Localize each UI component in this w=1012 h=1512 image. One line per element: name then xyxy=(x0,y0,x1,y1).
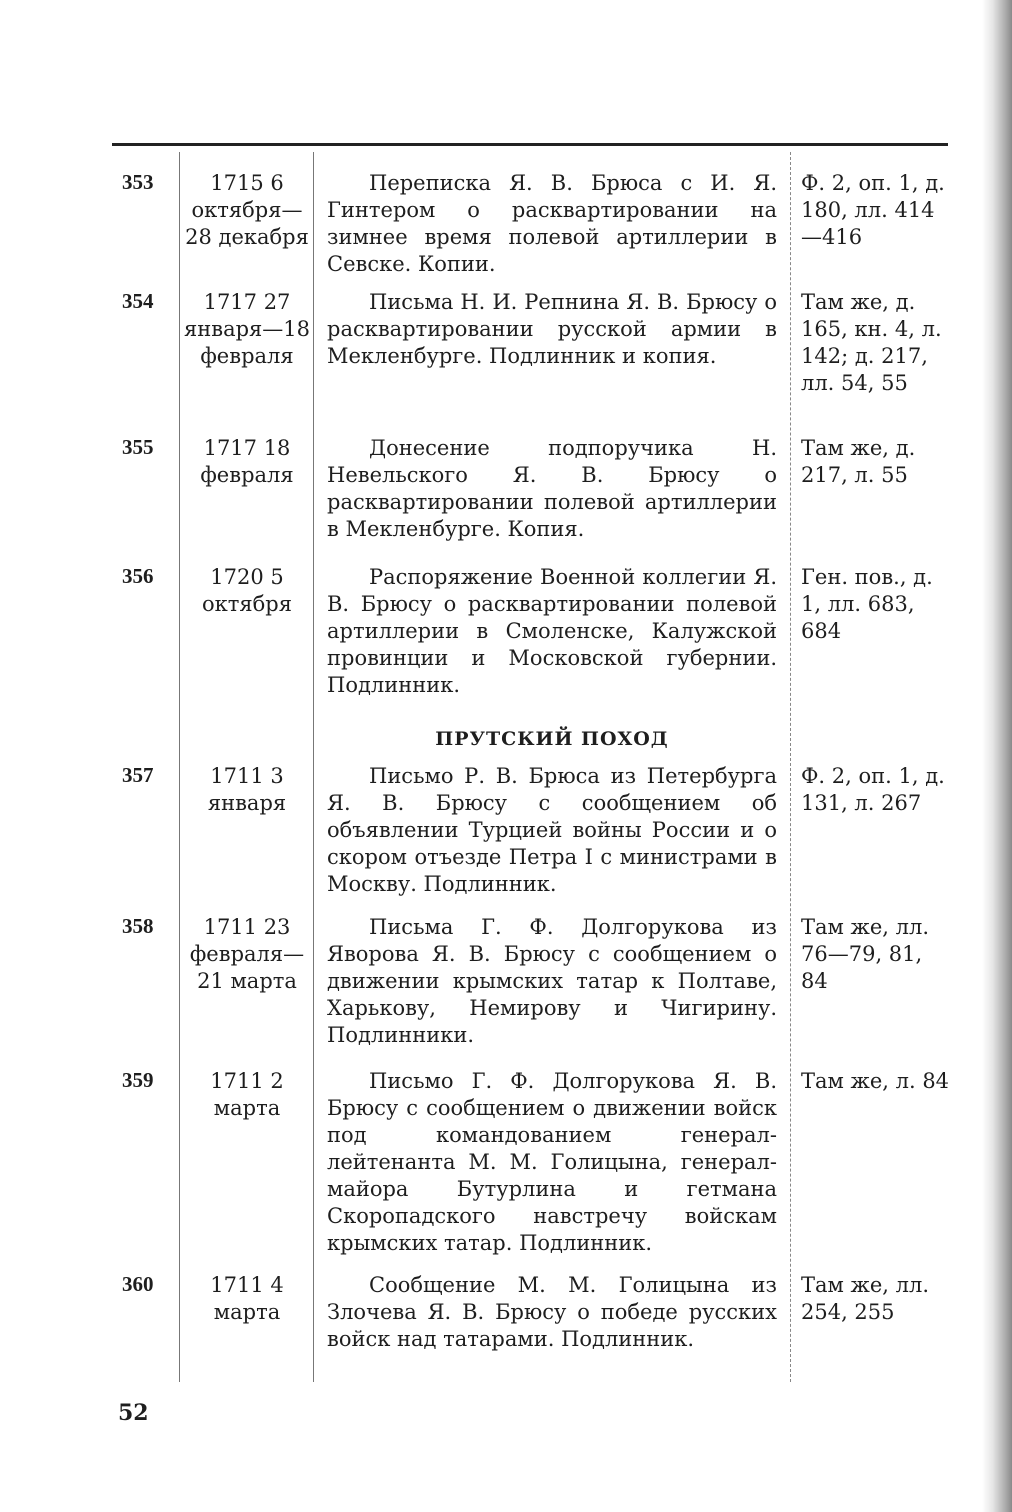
entry-date: 1717 18 февраля xyxy=(200,436,294,487)
column-divider-description-reference xyxy=(790,152,791,1382)
top-rule xyxy=(112,143,948,146)
entry-description: Переписка Я. В. Брюса с И. Я. Гинтером о расквартировании на зимнее время полевой артиллерии в Севске. Копии. xyxy=(327,171,777,276)
entry-description: Письмо Р. В. Брюса из Петербурга Я. В. Брюсу с сообщением об объявлении Турцией войны России и о скором отъезде Петра I с министрами в Москву. Подлинник. xyxy=(327,764,777,896)
column-divider-date-description xyxy=(313,152,314,1382)
entry-date: 1711 23 февраля—21 марта xyxy=(189,915,305,993)
entry-reference: Ген. пов., д. 1, лл. 683, 684 xyxy=(801,565,933,643)
entry-date: 1720 5 октября xyxy=(202,565,292,616)
entry-number: 360 xyxy=(122,1272,154,1296)
section-heading: ПРУТСКИЙ ПОХОД xyxy=(435,728,669,750)
entry-reference: Там же, лл. 254, 255 xyxy=(801,1273,929,1324)
entry-date: 1717 27 января—18 февраля xyxy=(184,290,310,368)
entry-number: 355 xyxy=(122,435,154,459)
entry-number: 359 xyxy=(122,1068,154,1092)
entry-number: 358 xyxy=(122,914,154,938)
page-number: 52 xyxy=(118,1400,149,1426)
entry-reference: Там же, д. 217, л. 55 xyxy=(801,436,916,487)
entry-date: 1711 3 января xyxy=(207,764,287,815)
entry-description: Письма Г. Ф. Долгорукова из Яворова Я. В. Брюсу с сообщением о движении крымских татар к Полтаве, Харькову, Немирову и Чигирину. Подлинники. xyxy=(327,915,777,1047)
entry-number: 357 xyxy=(122,763,154,787)
entry-reference: Там же, д. 165, кн. 4, л. 142; д. 217, лл. 54, 55 xyxy=(801,290,942,395)
entry-reference: Ф. 2, оп. 1, д. 180, лл. 414—416 xyxy=(801,171,945,249)
entry-description: Распоряжение Военной коллегии Я. В. Брюсу о расквартировании полевой артиллерии в Смоленске, Калужской провинции и Московской губернии. Подлинник. xyxy=(327,565,777,697)
entry-description: Донесение подпоручика Н. Невельского Я. В. Брюсу о расквартировании полевой артиллерии в Мекленбурге. Копия. xyxy=(327,436,777,541)
page-edge-shadow xyxy=(982,0,1012,1512)
entry-date: 1711 2 марта xyxy=(210,1069,284,1120)
entry-description: Письмо Г. Ф. Долгорукова Я. В. Брюсу с сообщением о движении войск под командованием генерал-лейтенанта М. М. Голицына, генерал-майора Бутурлина и гетмана Скоропадского навстречу войскам крымских татар. Подлинник. xyxy=(327,1069,777,1255)
entry-reference: Там же, л. 84 xyxy=(801,1069,950,1093)
entry-reference: Там же, лл. 76—79, 81, 84 xyxy=(801,915,929,993)
entry-date: 1715 6 октября—28 декабря xyxy=(185,171,309,249)
column-divider-number-date xyxy=(179,152,180,1382)
entry-number: 353 xyxy=(122,170,154,194)
entry-description: Письма Н. И. Репнина Я. В. Брюсу о расквартировании русской армии в Мекленбурге. Подлинник и копия. xyxy=(327,290,777,368)
entry-number: 354 xyxy=(122,289,154,313)
entry-number: 356 xyxy=(122,564,154,588)
entry-reference: Ф. 2, оп. 1, д. 131, л. 267 xyxy=(801,764,945,815)
entry-date: 1711 4 марта xyxy=(210,1273,284,1324)
entry-description: Сообщение М. М. Голицына из Злочева Я. В. Брюсу о победе русских войск над татарами. Подлинник. xyxy=(327,1273,777,1351)
